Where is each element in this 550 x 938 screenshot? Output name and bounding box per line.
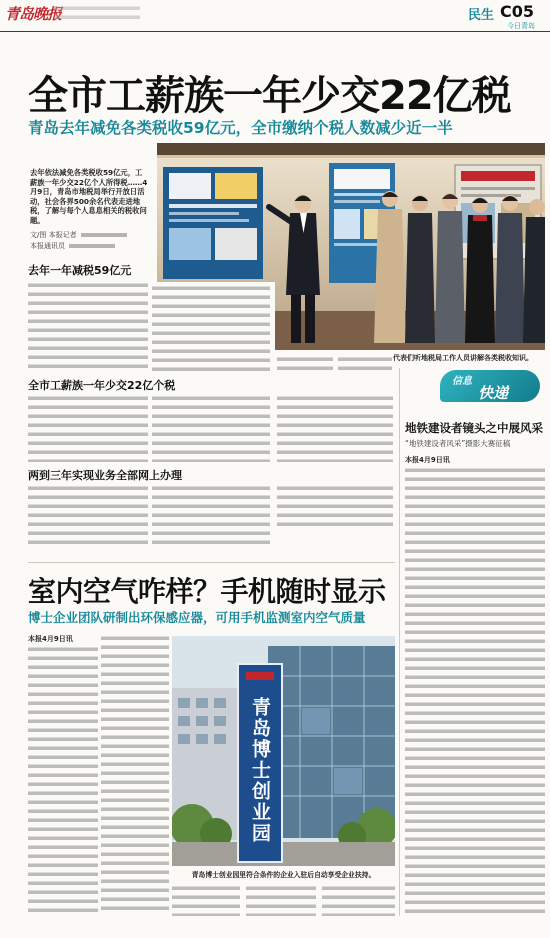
body-text-column [152,484,270,547]
header-divider [0,31,550,32]
byline-names [81,233,127,237]
photo-caption: 青岛博士创业园里符合条件的企业入驻后自动享受企业扶持。 [191,871,376,879]
section-name: 民生 [468,8,495,23]
badge-label-top: 信息 [452,376,472,387]
body-text-column [277,355,333,371]
article2-subhead: 博士企业团队研制出环保感应器，可用手机监测室内空气质量 [28,610,366,625]
body-text-column [322,884,395,916]
body-text-column [28,394,148,462]
body-text-column [28,484,148,547]
article2-dateline: 本报4月9日讯 [28,635,73,643]
section-heading: 全市工薪族一年少交22亿个税 [28,379,176,392]
article2-headline: 室内空气咋样？手机随时显示 [28,575,386,608]
sidebar-dateline: 本报4月9日讯 [405,456,450,464]
masthead-meta-text [54,4,140,22]
sidebar-headline: 地铁建设者镜头之中展风采 [405,421,543,435]
photo-caption: 代表们听地税局工作人员讲解各类税收知识。 [393,354,533,362]
sidebar-body-text [405,466,545,915]
article-headline: 全市工薪族一年少交22亿税 [28,73,511,119]
body-text-column [277,484,393,529]
subsection-name: 今日青岛 [507,22,535,30]
section-heading: 去年一年减税59亿元 [28,264,132,277]
article-divider [28,562,395,563]
body-text-column [338,355,392,371]
visitors-group [374,191,545,343]
byline-names [69,244,115,248]
masthead-logo: 青岛晚报 [5,7,62,23]
byline-correspondent-label: 本报通讯员 [30,242,65,250]
article-photo-startup-park [172,636,395,866]
page-number: C05 [500,2,535,21]
startup-park-sign-text: 青岛博士创业园 [249,696,271,844]
byline-reporter [30,230,127,240]
body-text-column [277,394,393,462]
body-text-column [172,884,240,916]
body-text-column [152,284,270,371]
badge-label-bottom: 快递 [478,384,509,402]
sidebar-divider [399,368,400,916]
byline-reporter-label: 文/图 本报记者 [30,231,77,239]
body-text-column [28,645,98,915]
body-text-column [246,884,316,916]
body-text-column [28,281,148,371]
article-subhead: 青岛去年减免各类税收59亿元，全市缴纳个税人数减少近一半 [28,119,453,137]
body-text-column [101,634,169,915]
body-text-column [152,394,270,462]
ground [172,842,395,866]
section-heading: 两到三年实现业务全部网上办理 [28,469,182,482]
article-lead: 去年依法减免各类税收59亿元，工薪族一年少交22亿个人所得税……4月9日，青岛市地税局举行开放日活动，社会各界500余名代表走进地税，了解与每个人息息相关的税收问题。 [30,168,148,225]
display-board-left [163,167,263,279]
byline-correspondent [30,241,115,251]
sidebar-subhead: “地铁建设者风采”摄影大赛征稿 [405,439,511,448]
